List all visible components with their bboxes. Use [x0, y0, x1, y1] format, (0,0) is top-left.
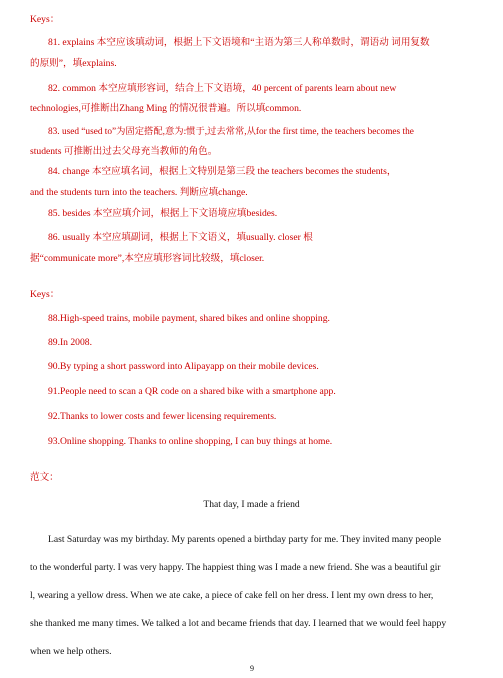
answer-90: 90.By typing a short password into Alipayapp on their mobile devices. [48, 361, 319, 372]
essay-line-2: to the wonderful party. I was very happy. The happiest thing was I made a new friend. She was a beautiful gir [30, 563, 441, 573]
essay-title: That day, I made a friend [203, 499, 300, 510]
answer-84-line-1: 84. change 本空应填名词，根据上文特别是第三段 the teachers becomes the students， [48, 166, 397, 177]
answer-92: 92.Thanks to lower costs and fewer licensing requirements. [48, 411, 277, 422]
answer-82-line-2: technologies,可推断出Zhang Ming 的情况很普遍。所以填common. [30, 103, 302, 114]
answer-88: 88.High-speed trains, mobile payment, shared bikes and online shopping. [48, 313, 330, 324]
answer-93: 93.Online shopping. Thanks to online shopping, I can buy things at home. [48, 436, 333, 447]
essay-label: 范文： [30, 472, 59, 483]
essay-line-4: she thanked me many times. We talked a lot and became friends that day. I learned that we would feel happy [30, 618, 447, 629]
answer-82-line-1: 82. common 本空应填形容词，结合上下文语境，40 percent of parents learn about new [48, 83, 397, 94]
answer-91: 91.People need to scan a QR code on a shared bike with a smartphone app. [48, 386, 336, 397]
answer-86-line-1: 86. usually 本空应填副词，根据上下文语义，填usually. closer 根 [48, 232, 313, 243]
essay-line-3: l, wearing a yellow dress. When we ate cake, a piece of cake fell on her dress. I lent my own dress to her, [30, 590, 434, 601]
answer-89: 89.In 2008. [48, 337, 92, 348]
answer-83-line-2: students 可推断出过去父母充当教师的角色。 [30, 146, 218, 157]
page-number: 9 [250, 664, 254, 673]
keys-heading-2: Keys： [30, 289, 60, 300]
answer-81-line-2: 的原则”，填explains. [30, 58, 117, 69]
keys-heading-1: Keys： [30, 14, 60, 25]
essay-line-1: Last Saturday was my birthday. My parents opened a birthday party for me. They invited many people [48, 534, 441, 545]
answer-84-line-2: and the students turn into the teachers. 判断应填change. [30, 187, 248, 198]
answer-86-line-2: 据“communicate more”,本空应填形容词比较级，填closer. [30, 253, 265, 264]
answer-83-line-1: 83. used “used to”为固定搭配,意为:惯于,过去常常,从for the first time, the teachers becomes the [48, 127, 414, 137]
answer-85-line-1: 85. besides 本空应填介词，根据上下文语境应填besides. [48, 208, 278, 219]
answer-81-line-1: 81. explains 本空应该填动词，根据上下文语境和“主语为第三人称单数时，谓语动 词用复数 [48, 37, 430, 48]
essay-line-5: when we help others. [30, 646, 112, 657]
